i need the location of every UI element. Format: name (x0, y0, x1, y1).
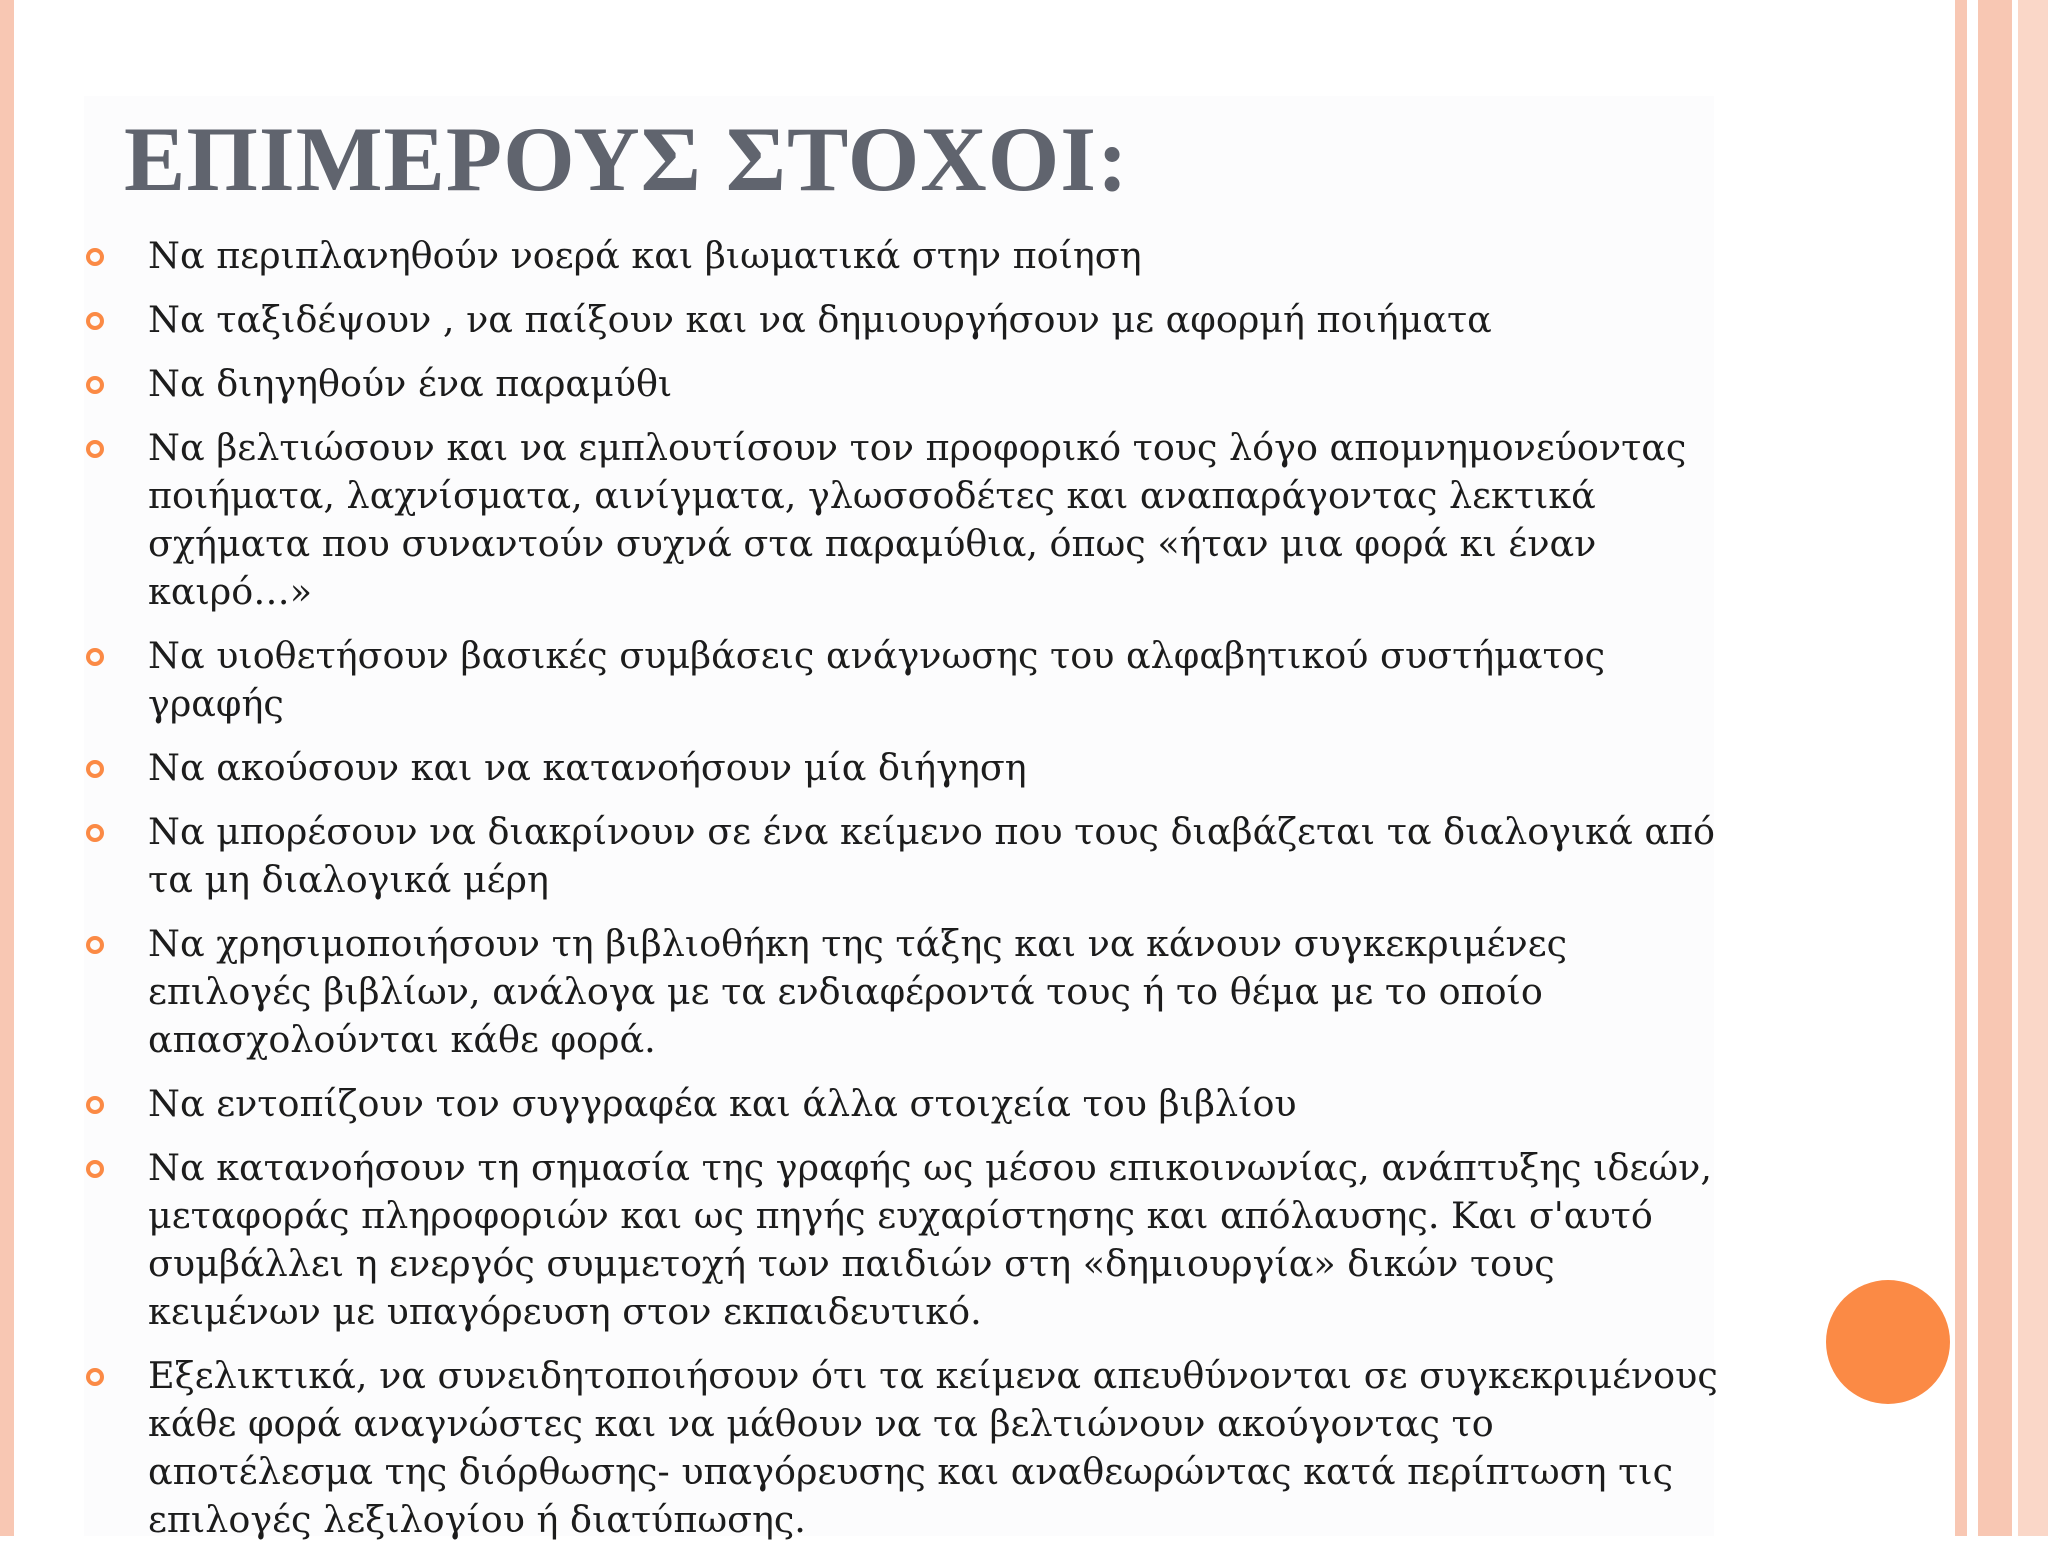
list-item-text: Να ακούσουν και να κατανοήσουν μία διήγηση (148, 746, 1027, 789)
list-item (148, 232, 1728, 280)
list-item (148, 1144, 1728, 1336)
objectives-list (148, 232, 1728, 1560)
slide-title: ΕΠΙΜΕΡΟΥΣ ΣΤΟΧΟΙ: (124, 108, 1129, 210)
circle-outline-bullet-icon (86, 376, 104, 394)
circle-outline-bullet-icon (86, 1096, 104, 1114)
list-item (148, 360, 1728, 408)
list-item-text: Να εντοπίζουν τον συγγραφέα και άλλα στοιχεία του βιβλίου (148, 1082, 1297, 1125)
right-decorative-band (1955, 0, 1967, 1536)
list-item (148, 1080, 1728, 1128)
list-item (148, 1352, 1728, 1544)
list-item-text: Να διηγηθούν ένα παραμύθι (148, 362, 673, 405)
circle-outline-bullet-icon (86, 440, 104, 458)
circle-outline-bullet-icon (86, 648, 104, 666)
list-item (148, 920, 1728, 1064)
circle-outline-bullet-icon (86, 248, 104, 266)
circle-outline-bullet-icon (86, 1160, 104, 1178)
list-item-text: Να ταξιδέψουν , να παίξουν και να δημιουργήσουν με αφορμή ποιήματα (148, 298, 1492, 341)
circle-outline-bullet-icon (86, 1368, 104, 1386)
list-item-text: Εξελικτικά, να συνειδητοποιήσουν ότι τα κείμενα απευθύνονται σε συγκεκριμένους κάθε φορά αναγνώστες και να μάθουν να τα βελτιώνουν ακούγοντας το αποτέλεσμα της διόρθωσης- υπαγόρευσης και αναθεωρώντας κατά περίπτωση τις επιλογές λεξιλογίου ή διατύπωσης. (148, 1354, 1718, 1541)
circle-outline-bullet-icon (86, 760, 104, 778)
left-decorative-stripe (0, 0, 14, 1536)
list-item (148, 808, 1728, 904)
list-item-text: Να περιπλανηθούν νοερά και βιωματικά στην ποίηση (148, 234, 1142, 277)
list-item-text: Να κατανοήσουν τη σημασία της γραφής ως μέσου επικοινωνίας, ανάπτυξης ιδεών, μεταφοράς πληροφοριών και ως πηγής ευχαρίστησης και απόλαυσης. Και σ'αυτό συμβάλλει η ενεργός συμμετοχή των παιδιών στη «δημιουργία» δικών τους κειμένων με υπαγόρευση στον εκπαιδευτικό. (148, 1146, 1712, 1333)
list-item (148, 744, 1728, 792)
list-item-text: Να υιοθετήσουν βασικές συμβάσεις ανάγνωσης του αλφαβητικού συστήματος γραφής (148, 634, 1606, 725)
list-item (148, 632, 1728, 728)
orange-circle-decoration (1826, 1280, 1950, 1404)
circle-outline-bullet-icon (86, 312, 104, 330)
circle-outline-bullet-icon (86, 936, 104, 954)
list-item-text: Να μπορέσουν να διακρίνουν σε ένα κείμενο που τους διαβάζεται τα διαλογικά από τα μη διαλογικά μέρη (148, 810, 1715, 901)
list-item-text: Να χρησιμοποιήσουν τη βιβλιοθήκη της τάξης και να κάνουν συγκεκριμένες επιλογές βιβλίων, ανάλογα με τα ενδιαφέροντά τους ή το θέμα με το οποίο απασχολούνται κάθε φορά. (148, 922, 1568, 1061)
circle-outline-bullet-icon (86, 824, 104, 842)
right-decorative-band (2018, 0, 2048, 1536)
right-decorative-band (1978, 0, 2012, 1536)
list-item (148, 424, 1728, 616)
list-item (148, 296, 1728, 344)
list-item-text: Να βελτιώσουν και να εμπλουτίσουν τον προφορικό τους λόγο απομνημονεύοντας ποιήματα, λαχνίσματα, αινίγματα, γλωσσοδέτες και αναπαράγοντας λεκτικά σχήματα που συναντούν συχνά στα παραμύθια, όπως «ήταν μια φορά κι έναν καιρό…» (148, 426, 1687, 613)
